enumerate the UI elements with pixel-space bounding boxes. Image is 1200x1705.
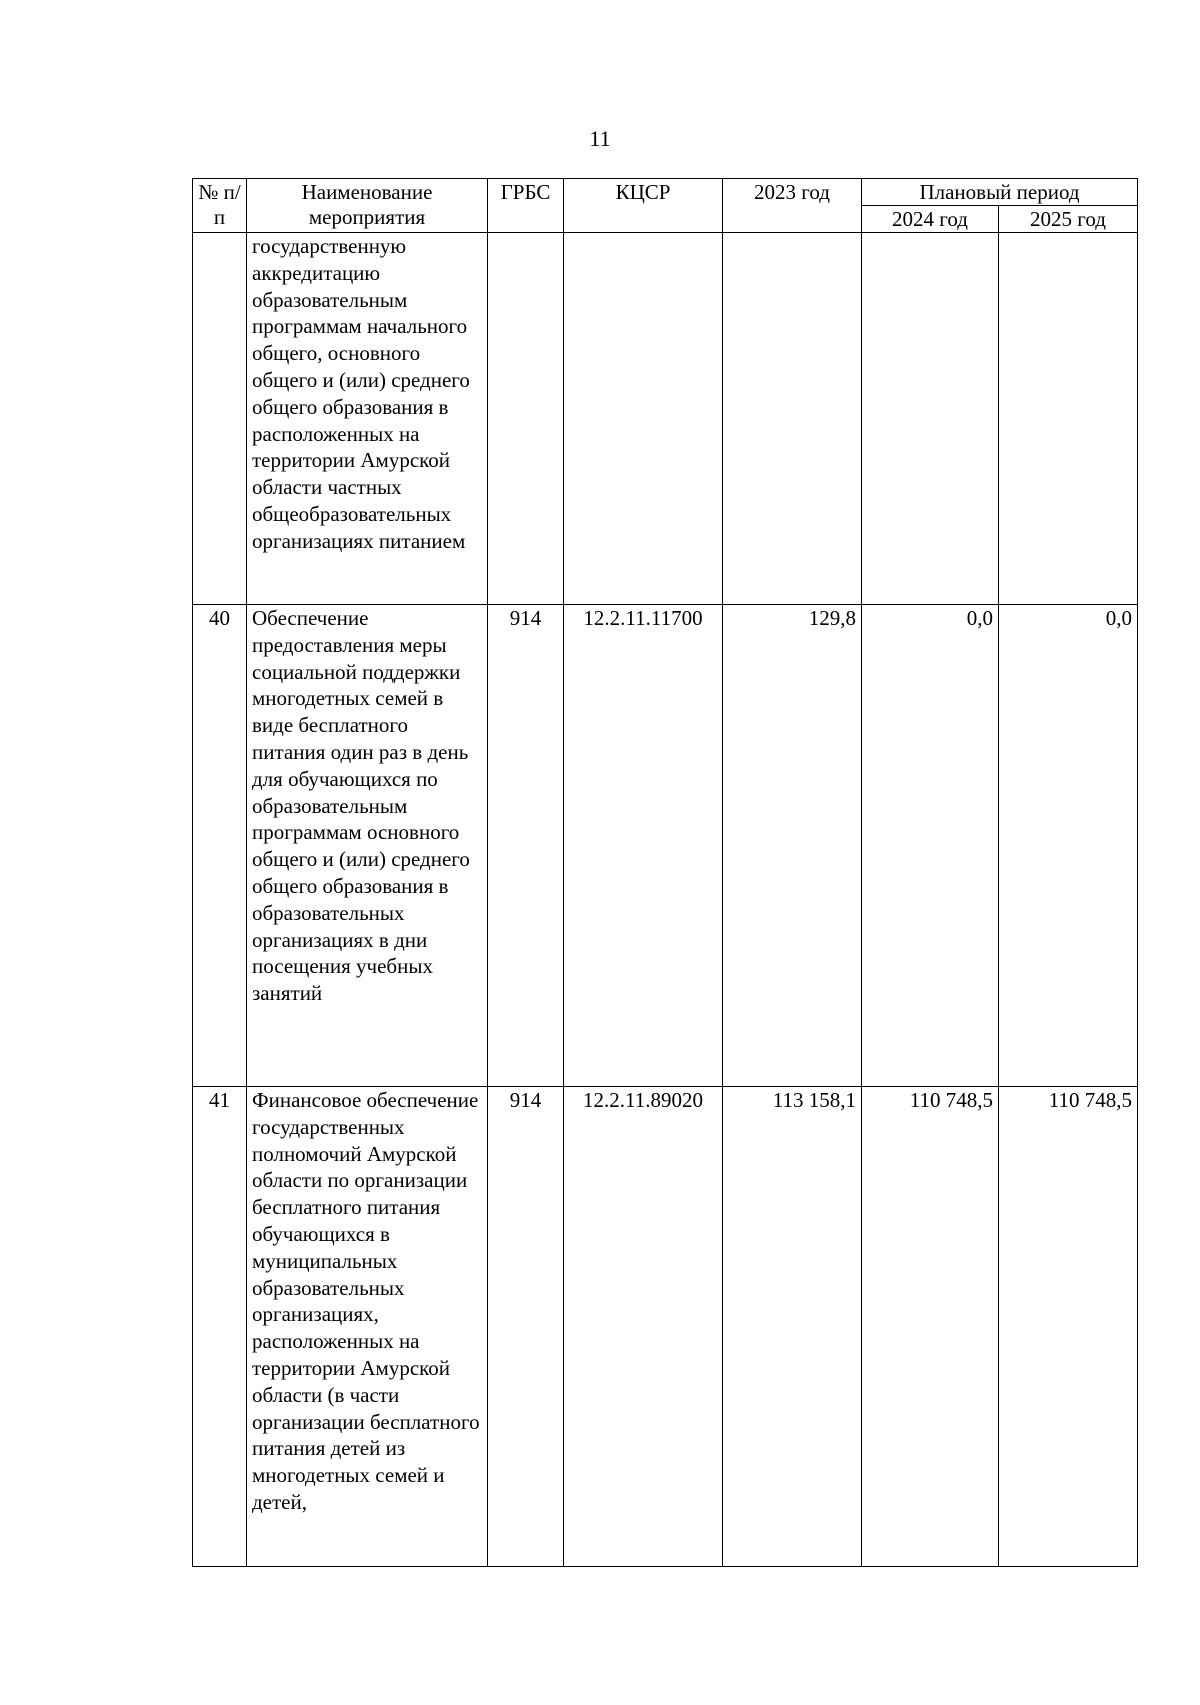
header-grbs: ГРБС xyxy=(488,179,564,233)
page-number: 11 xyxy=(589,126,611,151)
header-2023: 2023 год xyxy=(723,179,862,233)
cell-2025: 110 748,5 xyxy=(999,1087,1138,1567)
header-row xyxy=(193,179,1138,206)
cell-2024: 110 748,5 xyxy=(862,1087,999,1567)
cell-2024: 0,0 xyxy=(862,605,999,1087)
table-row xyxy=(193,605,1138,1087)
header-planned-period: Плановый период xyxy=(862,179,1138,206)
cell-2025 xyxy=(999,233,1138,605)
cell-name: Обеспечение предоставления меры социальной поддержки многодетных семей в виде бесплатного питания один раз в день для обучающихся по образовательным программам основного общего и (или) среднего общего образования в образовательных организациях в дни посещения учебных занятий xyxy=(247,605,488,1087)
cell-kcsr: 12.2.11.89020 xyxy=(564,1087,723,1567)
cell-num: 40 xyxy=(193,605,247,1087)
cell-2023: 129,8 xyxy=(723,605,862,1087)
budget-table xyxy=(192,178,1138,1567)
header-2025: 2025 год xyxy=(999,206,1138,233)
cell-name: Финансовое обеспечение государственных полномочий Амурской области по организации бесплатного питания обучающихся в муниципальных образовательных организациях, расположенных на территории Амурской области (в части организации бесплатного питания детей из многодетных семей и детей, xyxy=(247,1087,488,1567)
header-name: Наименование мероприятия xyxy=(247,179,488,233)
header-2024: 2024 год xyxy=(862,206,999,233)
header-num: № п/п xyxy=(193,179,247,233)
table-row xyxy=(193,1087,1138,1567)
cell-name: государственную аккредитацию образовательным программам начального общего, основного общего и (или) среднего общего образования в расположенных на территории Амурской области частных общеобразовательных организациях питанием xyxy=(247,233,488,605)
cell-2024 xyxy=(862,233,999,605)
cell-2023 xyxy=(723,233,862,605)
table-row xyxy=(193,233,1138,605)
cell-grbs xyxy=(488,233,564,605)
cell-grbs: 914 xyxy=(488,1087,564,1567)
header-kcsr: КЦСР xyxy=(564,179,723,233)
cell-num: 41 xyxy=(193,1087,247,1567)
cell-kcsr: 12.2.11.11700 xyxy=(564,605,723,1087)
cell-2025: 0,0 xyxy=(999,605,1138,1087)
cell-grbs: 914 xyxy=(488,605,564,1087)
cell-kcsr xyxy=(564,233,723,605)
cell-2023: 113 158,1 xyxy=(723,1087,862,1567)
cell-num xyxy=(193,233,247,605)
